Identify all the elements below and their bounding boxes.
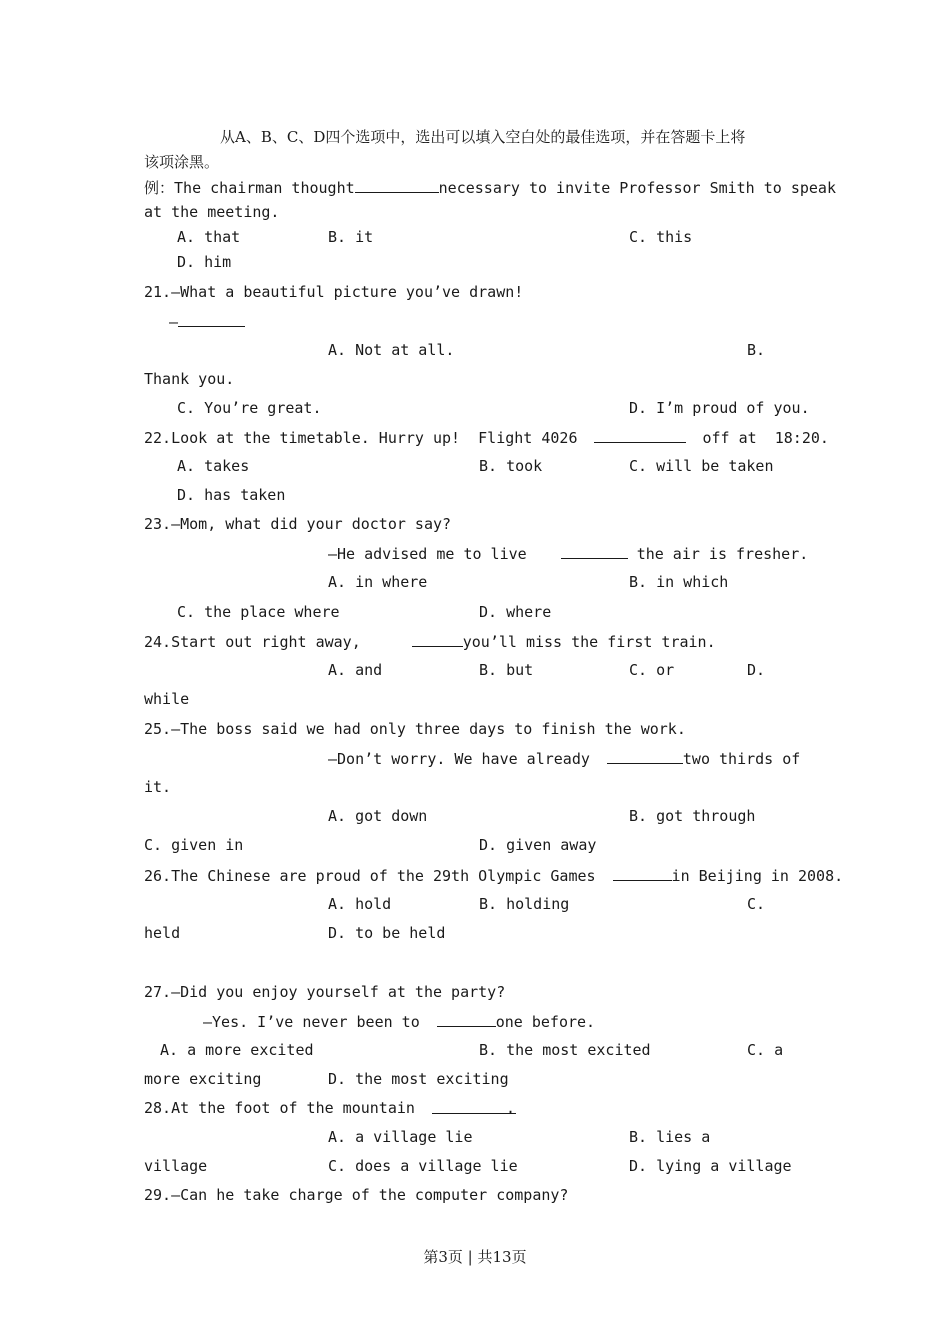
example-stem-c: at the meeting. — [144, 203, 280, 221]
q22-option-c: C. will be taken — [629, 457, 774, 475]
answer-blank — [594, 428, 686, 443]
reply-dash: — — [169, 313, 179, 331]
question-27 — [144, 983, 505, 1001]
example-stem-a: The chairman thought — [174, 179, 355, 197]
q22-option-d: D. has taken — [177, 486, 286, 504]
q24-option-d-text: while — [144, 690, 190, 708]
q25-option-d: D. given away — [479, 836, 597, 854]
question-23 — [144, 515, 451, 533]
reply-b: the air is fresher. — [636, 545, 809, 563]
question-number: 29. — [144, 1186, 172, 1204]
question-27-reply — [203, 1012, 595, 1031]
answer-blank — [432, 1099, 516, 1117]
page-footer: 第3页 | 共13页 — [423, 1248, 527, 1266]
question-stem-a: The Chinese are proud of the 29th Olympic Games — [171, 867, 596, 885]
q22-option-a: A. takes — [177, 457, 250, 475]
q26-option-c: C. — [747, 895, 766, 913]
q22-option-b: B. took — [479, 457, 543, 475]
question-stem: —Can he take charge of the computer company? — [171, 1186, 569, 1204]
q23-option-a: A. in where — [328, 573, 428, 591]
q24-option-c: C. or — [629, 661, 675, 679]
question-22 — [144, 428, 829, 447]
question-number: 21. — [144, 283, 172, 301]
q28-option-b-text: village — [144, 1157, 208, 1175]
question-23-reply — [328, 544, 808, 563]
q27-option-b: B. the most excited — [479, 1041, 651, 1059]
question-stem: —Mom, what did your doctor say? — [171, 515, 452, 533]
q21-option-a: A. Not at all. — [328, 341, 455, 359]
q24-option-d: D. — [747, 661, 766, 679]
answer-blank — [437, 1012, 496, 1027]
q21-option-b-text: Thank you. — [144, 370, 235, 388]
question-number: 22. — [144, 429, 172, 447]
instructions-line-1: 从A、B、C、D四个选项中，选出可以填入空白处的最佳选项，并在答题卡上将 — [220, 128, 746, 146]
q26-option-a: A. hold — [328, 895, 392, 913]
answer-blank — [412, 632, 463, 647]
reply-b: one before. — [495, 1013, 596, 1031]
q27-option-c-text: more exciting — [144, 1070, 262, 1088]
q21-option-b: B. — [747, 341, 766, 359]
question-stem-b: you’ll miss the first train. — [462, 633, 716, 651]
question-21 — [144, 283, 523, 301]
example-option-d: D. him — [177, 253, 232, 271]
answer-blank — [355, 178, 439, 193]
q24-option-b: B. but — [479, 661, 534, 679]
question-25-reply-c: it. — [144, 778, 172, 796]
question-stem: —The boss said we had only three days to finish the work. — [171, 720, 686, 738]
q28-option-d: D. lying a village — [629, 1157, 792, 1175]
instructions-line-2: 该项涂黑。 — [144, 153, 220, 171]
example-option-a: A. that — [177, 228, 241, 246]
q26-option-c-text: held — [144, 924, 181, 942]
q25-option-c: C. given in — [144, 836, 244, 854]
question-number: 27. — [144, 983, 172, 1001]
question-24 — [144, 632, 716, 651]
question-number: 23. — [144, 515, 172, 533]
q28-option-a: A. a village lie — [328, 1128, 473, 1146]
q23-option-c: C. the place where — [177, 603, 340, 621]
period: . — [505, 1099, 515, 1117]
question-stem-a: Start out right away, — [171, 633, 361, 651]
q21-option-d: D. I’m proud of you. — [629, 399, 810, 417]
answer-blank — [607, 749, 683, 764]
question-26 — [144, 866, 843, 885]
question-28 — [144, 1099, 516, 1117]
q26-option-d: D. to be held — [328, 924, 446, 942]
q27-option-c: C. a — [747, 1041, 784, 1059]
q25-option-b: B. got through — [629, 807, 756, 825]
question-stem-b: off at 18:20. — [702, 429, 829, 447]
question-29 — [144, 1186, 568, 1204]
question-stem-b: in Beijing in 2008. — [671, 867, 844, 885]
example-stem — [144, 178, 836, 197]
q23-option-d: D. where — [479, 603, 552, 621]
reply-a: —He advised me to live — [328, 545, 527, 563]
question-25-reply — [328, 749, 800, 768]
q21-option-c: C. You’re great. — [177, 399, 322, 417]
q23-option-b: B. in which — [629, 573, 729, 591]
question-stem: —What a beautiful picture you’ve drawn! — [171, 283, 524, 301]
question-number: 24. — [144, 633, 172, 651]
question-25 — [144, 720, 686, 738]
reply-a: —Don’t worry. We have already — [328, 750, 590, 768]
q28-option-c: C. does a village lie — [328, 1157, 518, 1175]
question-stem-a: Look at the timetable. Hurry up! Flight 4026 — [171, 429, 578, 447]
question-number: 25. — [144, 720, 172, 738]
reply-b: two thirds of — [682, 750, 801, 768]
q25-option-a: A. got down — [328, 807, 428, 825]
answer-blank — [178, 312, 245, 327]
q27-option-d: D. the most exciting — [328, 1070, 509, 1088]
question-stem: At the foot of the mountain — [171, 1099, 415, 1117]
answer-blank — [561, 544, 628, 559]
question-stem: —Did you enjoy yourself at the party? — [171, 983, 506, 1001]
q27-option-a: A. a more excited — [160, 1041, 314, 1059]
q24-option-a: A. and — [328, 661, 383, 679]
question-number: 28. — [144, 1099, 172, 1117]
q26-option-b: B. holding — [479, 895, 570, 913]
example-prefix: 例： — [144, 179, 175, 197]
example-option-b: B. it — [328, 228, 374, 246]
reply-a: —Yes. I’ve never been to — [203, 1013, 420, 1031]
answer-blank — [613, 866, 672, 881]
example-option-c: C. this — [629, 228, 693, 246]
question-21-reply — [169, 312, 245, 331]
q28-option-b: B. lies a — [629, 1128, 711, 1146]
question-number: 26. — [144, 867, 172, 885]
example-stem-b: necessary to invite Professor Smith to speak — [438, 179, 836, 197]
